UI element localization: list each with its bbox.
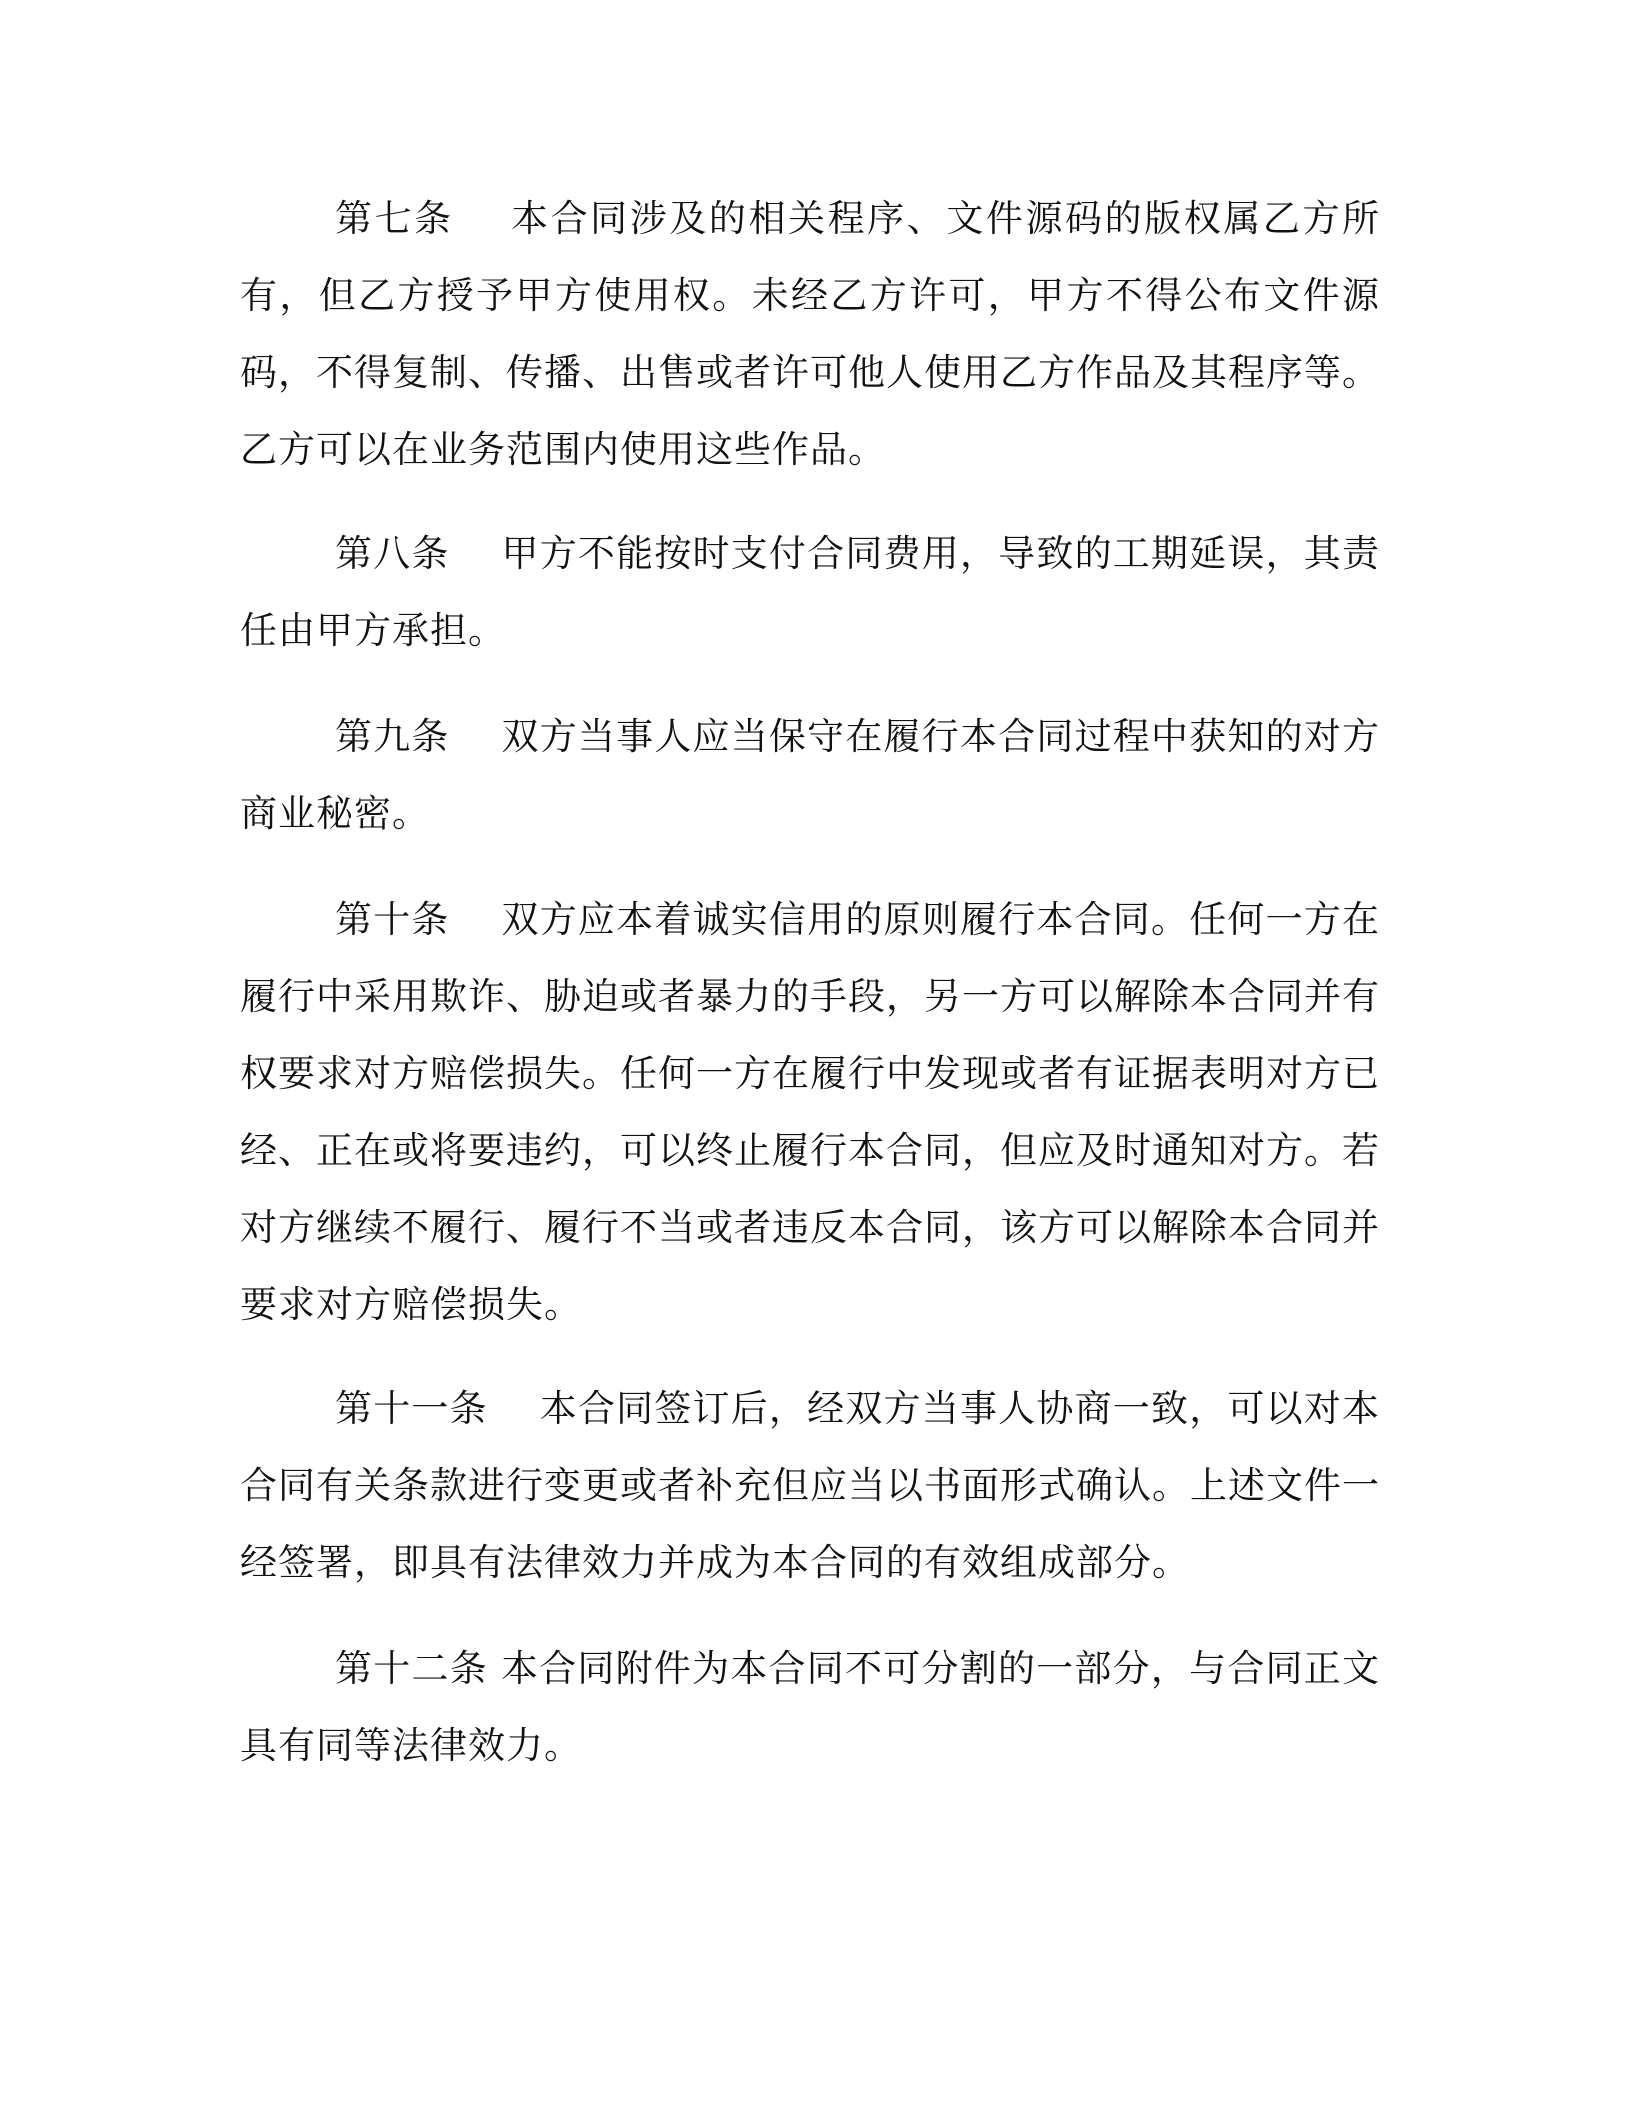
article-10-label: 第十条 — [335, 898, 450, 941]
article-12-text: 本合同附件为本合同不可分割的一部分，与合同正文具有同等法律效力。 — [240, 1647, 1381, 1767]
article-12 — [240, 1630, 1380, 1784]
article-8-text: 甲方不能按时支付合同费用，导致的工期延误，其责任由甲方承担。 — [240, 532, 1381, 652]
article-7 — [240, 180, 1380, 488]
article-11-label: 第十一条 — [335, 1387, 488, 1430]
article-7-label: 第七条 — [335, 197, 454, 240]
article-9-label: 第九条 — [335, 715, 450, 758]
article-10 — [240, 881, 1380, 1343]
article-8 — [240, 515, 1380, 669]
article-11-text: 本合同签订后，经双方当事人协商一致，可以对本合同有关条款进行变更或者补充但应当以书面形式确认。上述文件一经签署，即具有法律效力并成为本合同的有效组成部分。 — [240, 1387, 1381, 1584]
article-9 — [240, 698, 1380, 852]
article-12-label: 第十二条 — [335, 1647, 488, 1690]
article-7-text: 本合同涉及的相关程序、文件源码的版权属乙方所有，但乙方授予甲方使用权。未经乙方许可，甲方不得公布文件源码，不得复制、传播、出售或者许可他人使用乙方作品及其程序等。乙方可以在业务范围内使用这些作品。 — [240, 197, 1381, 471]
article-8-label: 第八条 — [335, 532, 450, 575]
article-10-text: 双方应本着诚实信用的原则履行本合同。任何一方在履行中采用欺诈、胁迫或者暴力的手段，另一方可以解除本合同并有权要求对方赔偿损失。任何一方在履行中发现或者有证据表明对方已经、正在或将要违约，可以终止履行本合同，但应及时通知对方。若对方继续不履行、履行不当或者违反本合同，该方可以解除本合同并要求对方赔偿损失。 — [240, 898, 1381, 1326]
article-9-text: 双方当事人应当保守在履行本合同过程中获知的对方商业秘密。 — [240, 715, 1381, 835]
article-11 — [240, 1370, 1380, 1601]
